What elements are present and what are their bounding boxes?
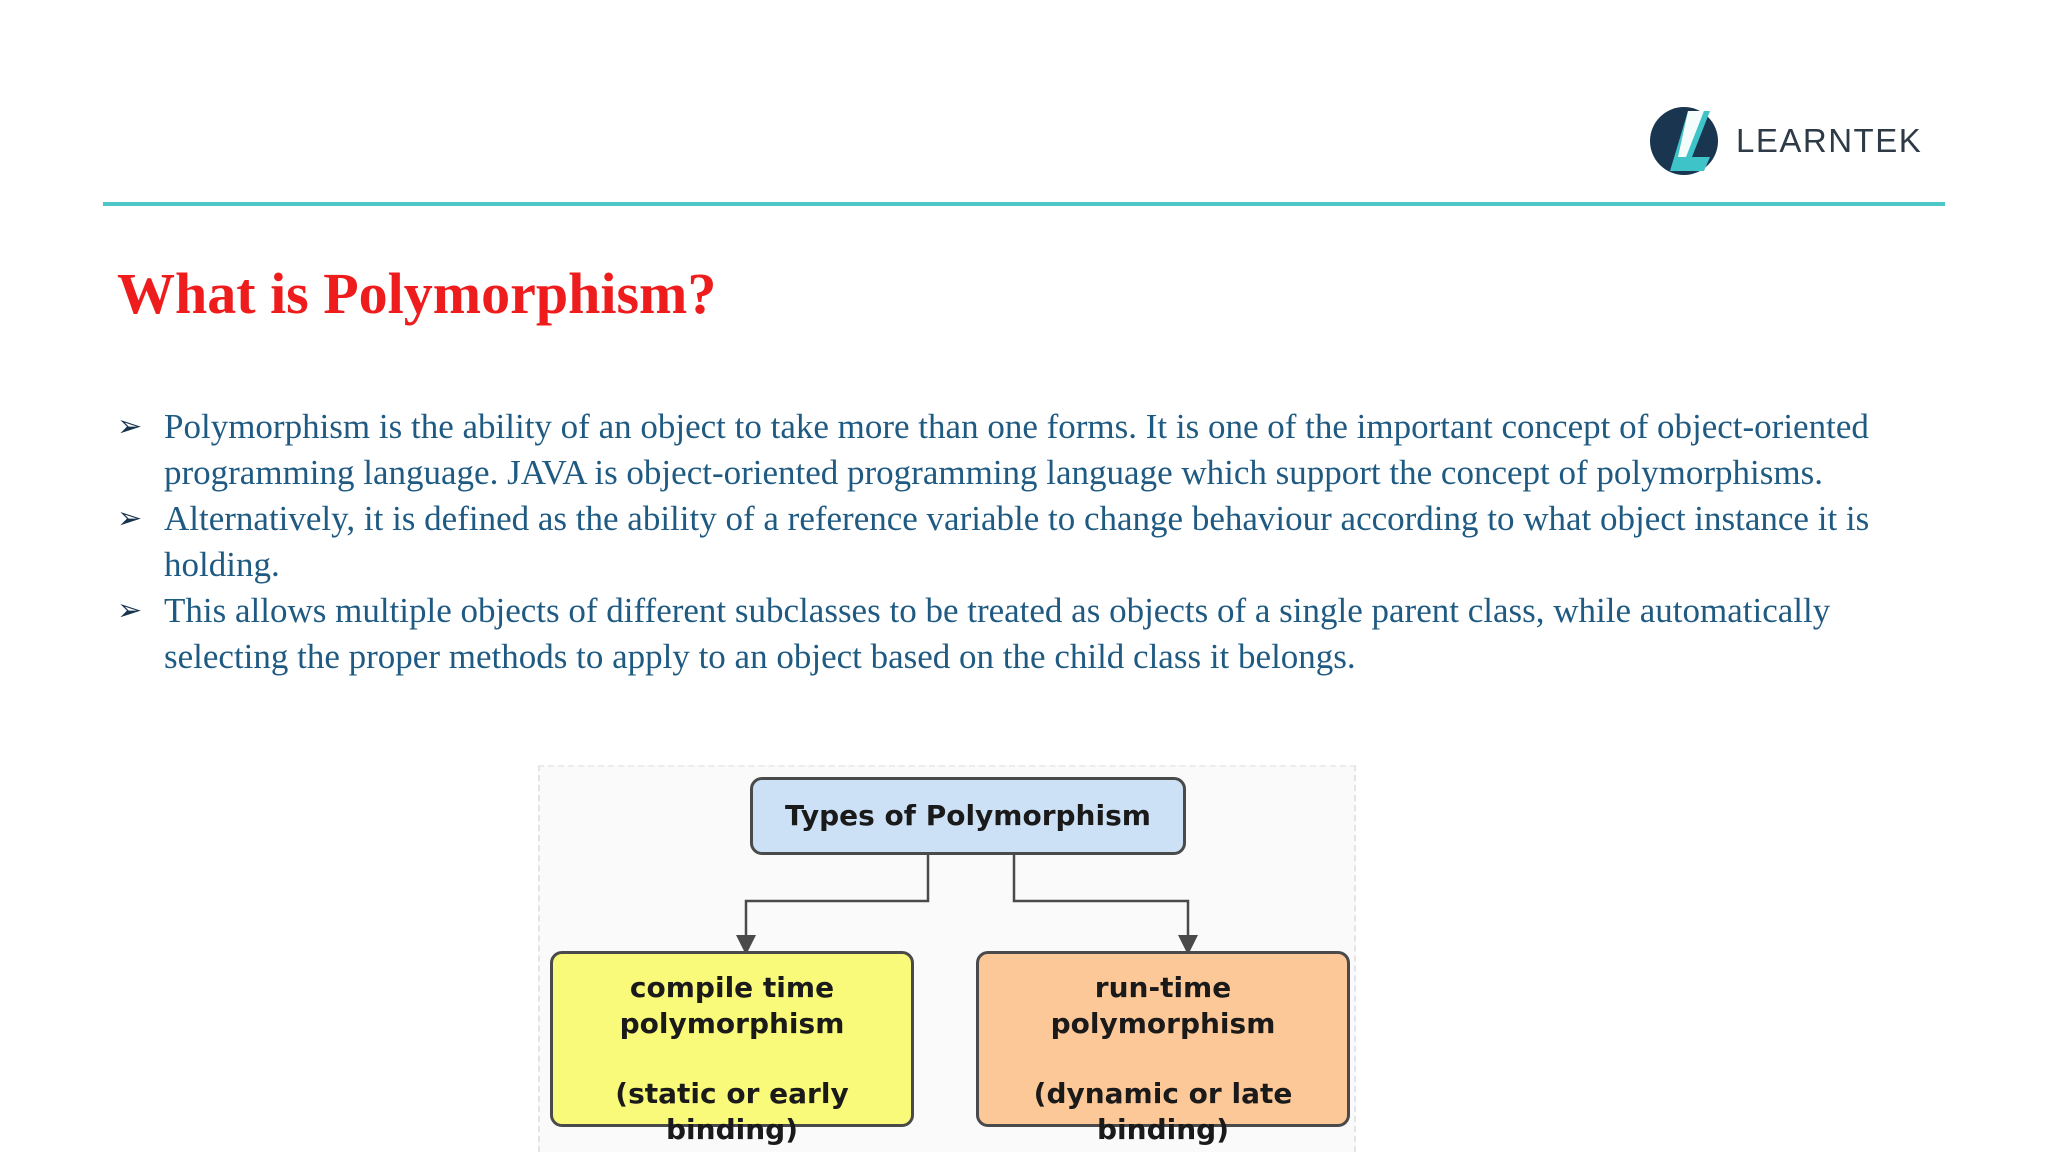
bullet-item bbox=[117, 404, 1877, 496]
diagram-root-label: Types of Polymorphism bbox=[785, 799, 1151, 832]
arrow-bullet-icon: ➢ bbox=[117, 410, 143, 443]
header-divider bbox=[103, 202, 1945, 206]
slide-title: What is Polymorphism? bbox=[117, 261, 717, 326]
run-time-line2: polymorphism bbox=[1050, 1007, 1276, 1040]
run-time-box bbox=[976, 951, 1350, 1146]
bullet-item bbox=[117, 496, 1877, 588]
connector-left bbox=[746, 855, 928, 945]
diagram-root-box bbox=[750, 777, 1186, 855]
compile-time-line3: (static or early binding) bbox=[615, 1077, 849, 1146]
learntek-logo bbox=[1648, 102, 1922, 180]
run-time-line3: (dynamic or late binding) bbox=[1033, 1077, 1293, 1146]
bullet-list bbox=[117, 404, 1877, 680]
bullet-item bbox=[117, 588, 1877, 680]
compile-time-box bbox=[550, 951, 914, 1146]
arrow-bullet-icon: ➢ bbox=[117, 594, 143, 627]
arrow-bullet-icon: ➢ bbox=[117, 502, 143, 535]
logo-wordmark: LEARNTEK bbox=[1736, 122, 1923, 159]
bullet-text: Polymorphism is the ability of an object to take more than one forms. It is one of the important concept of object-oriented programming language. JAVA is object-oriented programming language which support the concept of polymorphisms. bbox=[164, 407, 1869, 492]
polymorphism-diagram bbox=[538, 765, 1356, 1152]
compile-time-line1: compile time bbox=[629, 971, 835, 1004]
connector-right bbox=[1014, 855, 1188, 945]
run-time-line1: run-time bbox=[1094, 971, 1232, 1004]
compile-time-line2: polymorphism bbox=[619, 1007, 845, 1040]
learntek-logo-icon bbox=[1648, 105, 1720, 177]
bullet-text: This allows multiple objects of different subclasses to be treated as objects of a single parent class, while automatically selecting the proper methods to apply to an object based on the child class it belongs. bbox=[164, 591, 1831, 676]
bullet-text: Alternatively, it is defined as the ability of a reference variable to change behaviour according to what object instance it is holding. bbox=[164, 499, 1870, 584]
